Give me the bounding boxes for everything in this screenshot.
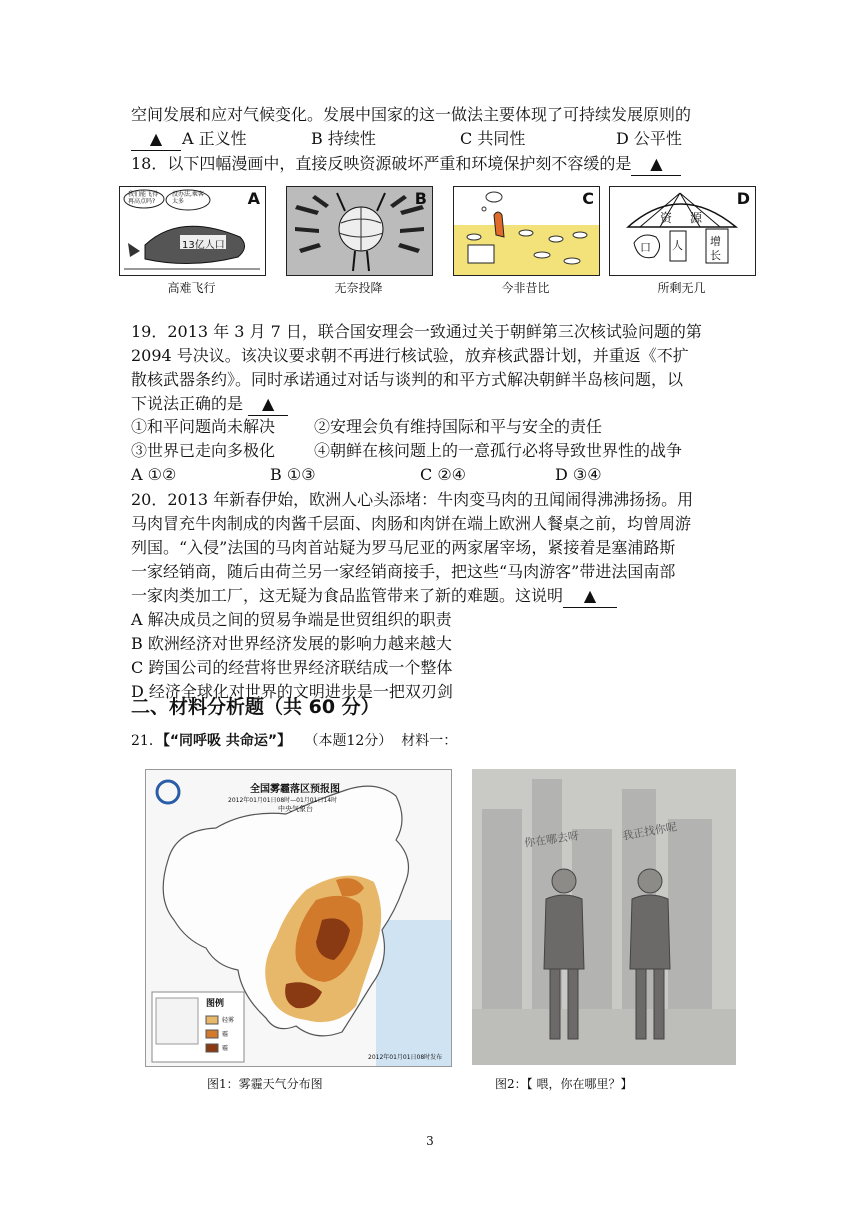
map-date: 2012年01月01日08时—01月01日14时 bbox=[228, 797, 338, 804]
map-title: 全国雾霾落区预报图 bbox=[250, 784, 340, 795]
panel-letter: D bbox=[736, 189, 750, 208]
panel-letter: C bbox=[582, 189, 594, 208]
legend-title: 图例 bbox=[206, 999, 225, 1009]
two-men-phone-drawing bbox=[472, 769, 736, 1065]
answer-blank: ▲ bbox=[131, 128, 181, 151]
section-heading: 二、材料分析题（共 60 分） bbox=[131, 696, 380, 718]
q17-line: 空间发展和应对气候变化。发展中国家的这一做法主要体现了可持续发展原则的 bbox=[131, 105, 692, 124]
answer-blank: ▲ bbox=[248, 393, 288, 416]
q20-text: 一家肉类加工厂，这无疑为食品监管带来了新的难题。这说明 bbox=[131, 586, 564, 605]
plane-label: 13亿人口 bbox=[182, 240, 225, 251]
smog-map-figure bbox=[145, 769, 452, 1067]
q17-option-d: D 公平性 bbox=[616, 129, 682, 148]
figure2-caption: 图2：【 喂，你在哪里？】 bbox=[495, 1077, 633, 1091]
q17-option-b: B 持续性 bbox=[311, 129, 376, 148]
pie-label: 资 bbox=[660, 211, 673, 225]
q21-number: 21． bbox=[131, 733, 163, 749]
q20-option-c: C 跨国公司的经营将世界经济联结成一个整体 bbox=[131, 658, 453, 677]
map-issuer: 中央气象台 bbox=[278, 805, 313, 813]
speech-text: 我正找你呢 bbox=[621, 820, 678, 843]
q19-text: 下说法正确的是 bbox=[131, 394, 244, 413]
q20-option-b: B 欧洲经济对世界经济发展的影响力越来越大 bbox=[131, 634, 452, 653]
q19-item-4: ④朝鲜在核问题上的一意孤行必将导致世界性的战争 bbox=[314, 441, 683, 460]
q19-option-c: C ②④ bbox=[420, 465, 467, 484]
q19-option-a: A ①② bbox=[131, 465, 177, 484]
cartoon-d bbox=[609, 186, 756, 276]
cartoon-caption: 无奈投降 bbox=[334, 281, 383, 295]
figure-label: 长 bbox=[710, 249, 721, 262]
figure1-caption: 图1：雾霾天气分布图 bbox=[207, 1077, 323, 1091]
legend-item: 霾 bbox=[222, 1031, 229, 1038]
cartoon-a bbox=[119, 186, 266, 276]
cartoon-caption: 高难飞行 bbox=[167, 281, 216, 295]
panel-letter: A bbox=[247, 189, 260, 208]
smog-cartoon-figure bbox=[472, 769, 736, 1065]
q18-stem bbox=[131, 153, 681, 176]
globe-surrender-drawing bbox=[287, 187, 432, 275]
figure-label: 增 bbox=[710, 235, 721, 248]
resource-pie-drawing bbox=[610, 187, 755, 275]
q19-item-2: ②安理会负有维持国际和平与安全的责任 bbox=[314, 417, 603, 436]
q19-line: 散核武器条约》。同时承诺通过对话与谈判的和平方式解决朝鲜半岛核问题，以 bbox=[131, 370, 684, 389]
q20-line: 列国。“入侵”法国的马肉首站疑为罗马尼亚的两家屠宰场，紧接着是塞浦路斯 bbox=[131, 538, 676, 557]
q20-line: 20．2013 年新春伊始，欧洲人心头添堵：牛肉变马肉的丑闻闹得沸沸扬扬。用 bbox=[131, 490, 694, 509]
legend-item: 轻雾 bbox=[222, 1017, 235, 1024]
speech-text: 你在哪去呀 bbox=[523, 829, 580, 850]
q18-text: 18．以下四幅漫画中，直接反映资源破坏严重和环境保护刻不容缓的是 bbox=[131, 154, 632, 173]
figure-label: 口 bbox=[640, 241, 651, 254]
legend-item: 霾 bbox=[222, 1045, 229, 1052]
q20-stem-end bbox=[131, 585, 617, 608]
q20-line: 一家经销商，随后由荷兰另一家经销商接手，把这些“马肉游客”带进法国南部 bbox=[131, 562, 676, 581]
q21-header bbox=[131, 731, 457, 751]
bubble-text: 没办法,乘客太多 bbox=[172, 191, 204, 205]
china-map-drawing bbox=[146, 770, 451, 1066]
q19-line: 2094 号决议。该决议要求朝不再进行核试验，放弃核武器计划，并重返《不扩 bbox=[131, 346, 689, 365]
q20-line: 马肉冒充牛肉制成的肉酱千层面、肉肠和肉饼在端上欧洲人餐桌之前，均曾周游 bbox=[131, 514, 692, 533]
q19-option-b: B ①③ bbox=[270, 465, 316, 484]
q21-points: （本题12分） bbox=[304, 733, 393, 749]
map-footer: 2012年01月01日08时发布 bbox=[368, 1054, 443, 1061]
desert-stumps-drawing bbox=[454, 187, 599, 275]
cartoon-b bbox=[286, 186, 433, 276]
answer-blank: ▲ bbox=[563, 585, 617, 608]
bubble-text: 我们能飞得再高点吗? bbox=[128, 191, 159, 205]
q20-option-d: D 经济全球化对世界的文明进步是一把双刃剑 bbox=[131, 682, 453, 701]
q21-material: 材料一： bbox=[401, 733, 458, 749]
q19-stem-end bbox=[131, 393, 288, 416]
cartoon-c bbox=[453, 186, 600, 276]
pie-label: 源 bbox=[690, 211, 703, 225]
q19-option-d: D ③④ bbox=[555, 465, 602, 484]
q17-blank bbox=[131, 128, 181, 151]
q17-option-a: A 正义性 bbox=[182, 129, 247, 148]
figure-label: 人 bbox=[672, 239, 683, 252]
q19-line: 19．2013 年 3 月 7 日，联合国安理会一致通过关于朝鲜第三次核试验问题的第 bbox=[131, 322, 702, 341]
cartoon-caption: 所剩无几 bbox=[657, 281, 706, 295]
cartoon-caption: 今非昔比 bbox=[501, 281, 550, 295]
q20-option-a: A 解决成员之间的贸易争端是世贸组织的职责 bbox=[131, 610, 452, 629]
q21-title: 【“同呼吸 共命运”】 bbox=[162, 733, 292, 749]
q17-option-c: C 共同性 bbox=[460, 129, 526, 148]
q19-item-3: ③世界已走向多极化 bbox=[131, 441, 276, 460]
answer-blank: ▲ bbox=[631, 153, 681, 176]
page-number: 3 bbox=[426, 1134, 434, 1148]
panel-letter: B bbox=[414, 189, 427, 208]
q19-item-1: ①和平问题尚未解决 bbox=[131, 417, 276, 436]
